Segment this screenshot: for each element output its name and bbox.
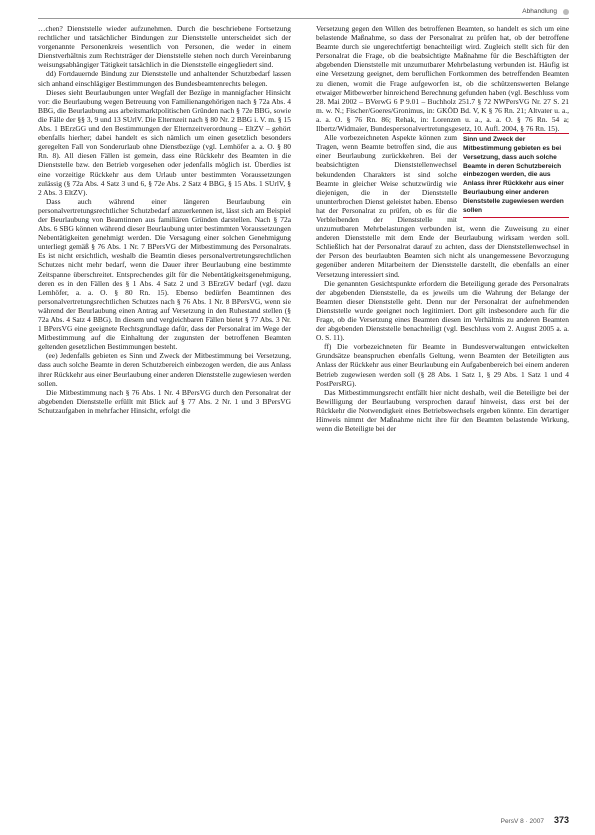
paragraph: Alle vorbezeichneten Aspekte können zum Tragen, wenn Beamte betroffen sind, die aus einer Beurlaubung zurückkehren. Bei der beabsichtigten Dienststellenwechsel bekundenden Charakters ist sind solche Beamte in gleicher Weise schutzwürdig wie diejenigen, die in der Dienststelle ununterbrochen Dienst geleistet haben. Ebenso hat der Personalrat zu prüfen, ob es für die Verbleibenden der Dienststelle mit unzumutbaren Mehrbelastungen verbunden ist, wenn die Zuweisung zu einer anderen Dienststelle mit dem Ende der Beurlaubung wirksam werden soll. Schließlich hat der Personalrat darauf zu achten, dass der Dienststellenwechsel in der Person des beurlaubten Beamten sich nicht als unangemessene Bevorzugung gegenüber anderen Mitarbeitern der Dienststelle darstellt, die ebenfalls an einer Versetzung interessiert sind. [316,133,569,279]
left-column [38,24,291,415]
paragraph: Die genannten Gesichtspunkte erfordern die Beteiligung gerade des Personalrats der abgebenden Dienststelle, da es jeweils um die Wahrung der Belange der Beamten dieser Dienststelle geht. Denn nur der Personalrat der aufnehmenden Dienststelle wurde geeignet noch legitimiert. Dort gilt insbesondere auch für die Frage, ob die Versetzung eines Beamten diesen im Verhältnis zu anderen Beamten der abgebenden Dienststelle benachteiligt (vgl. Beschluss vom 2. August 2005 a. a. O. S. 11). [316,278,569,343]
paragraph: dd) Fortdauernde Bindung zur Dienststelle und anhaltender Schutzbedarf lassen sich anhand einschlägiger Bestimmungen des Bundesbeamtenrechts belegen. [38,69,291,88]
paragraph: Dieses sieht Beurlaubungen unter Wegfall der Bezüge in mannigfacher Hinsicht vor: die Beurlaubung wegen Betreuung von Familienangehörigen nach § 72a Abs. 4 BBG, die Beurlaubung aus arbeitsmarktpolitischen Gründen nach § 72e BBG, sowie die Fälle der §§ 3, 9 und 13 SUrlV. Die Elternzeit nach § 80 Nr. 2 BBG i. V. m. § 15 Abs. 1 BErzGG und den Bestimmungen der Elternzeitverordnung – EltZV – gehört ebenfalls hierher; dabei handelt es sich nämlich um einen gesetzlich besonders geregelten Fall von Sonderurlaub ohne Dienstbezüge (vgl. Lemhöfer a. a. O. § 80 Rn. 8). All diesen Fällen ist gemein, dass eine Rückkehr des Beamten in die Dienststelle bzw. den Betrieb vorgesehen oder jedenfalls möglich ist. Überdies ist eine vorzeitige Rückkehr aus dem Urlaub unter bestimmten Voraussetzungen zulässig (§ 72a Abs. 4 Satz 3 und 6, § 72e Abs. 2 Satz 4 BBG, § 15 Abs. 1 SUrlV, § 2 Abs. 3 EltZV). [38,87,291,197]
pull-quote: Sinn und Zweck der Mitbestimmung gebieten es bei Versetzung, dass auch solche Beamte in deren Schutzbereich einbezogen werden, die aus Anlass ihrer Rückkehr aus einer Beurlaubung einer anderen Dienststelle zugewiesen werden sollen [463,133,569,218]
header-divider [38,18,569,19]
running-header [522,8,569,15]
paragraph: Dass auch während einer längeren Beurlaubung ein personalvertretungsrechtlicher Schutzbedarf anzuerkennen ist, lässt sich am Beispiel der Beurlaubung von Beamtinnen aus familiären Gründen darstellen. Nach § 72a Abs. 6 SBG können während dieser Beurlaubung unter bestimmten Voraussetzungen Nebentätigkeiten genehmigt werden. Die Versagung einer solchen Genehmigung unterliegt gemäß § 76 Abs. 1 Nr. 7 BPersVG der Mitbestimmung des Personalrats. Es ist nicht ersichtlich, weshalb die Beamtin dieses personalvertretungsrechtlichen Schutzes nicht mehr bedarf, wenn die Dauer ihrer Beurlaubung eine bestimmte Zeitspanne überschreitet. Entsprechendes gilt für die Nebentätigkeitsgenehmigung, deren es in den Fällen des § 1 Abs. 4 Satz 2 und 3 BErzGV bedarf (vgl. dazu Lemhöfer, a. a. O. § 80 Rn. 15). Ebenso bedürfen Beamtinnen des personalvertretungsrechtlichen Schutzes nach § 76 Abs. 1 Nr. 8 BPersVG, wenn sie während der Beurlaubung einen Antrag auf Versetzung in den Ruhestand stellen (§ 72a Abs. 4 Satz 4 BBG). In diesem und vergleichbaren Fällen bietet § 77 Abs. 3 Nr. 1 BPersVG eine geeignete Rechtsgrundlage dafür, dass der Personalrat im Wege der Mitbestimmung auf die Einhaltung der zugunsten der betroffenen Beamten geltenden gesetzlichen Bestimmungen besteht. [38,196,291,352]
header-marker-icon [563,9,569,15]
journal-issue: PersV 8 · 2007 [500,818,544,825]
page-footer [501,815,569,825]
paragraph: Das Mitbestimmungsrecht entfällt hier nicht deshalb, weil die Beteiligte bei der Bewilligung der Beurlaubung versprochen darauf hinweist, dass erst bei der Rückkehr die Notwendigkeit eines Betriebswechsels ergeben könnte. Ein derartiger Hinweis nimmt der Maßnahme nicht ihre für den Beamten belastende Wirkung, wenn die Beteiligte bei der [316,387,569,434]
paragraph: (ee) Jedenfalls gebieten es Sinn und Zweck der Mitbestimmung bei Versetzung, dass auch solche Beamte in deren Schutzbereich einbezogen werden, die aus Anlass ihrer Rückkehr aus einer Beurlaubung einer anderen Dienststelle zugewiesen werden sollen. [38,351,291,388]
page-number: 373 [553,815,569,825]
section-label: Abhandlung [522,8,557,15]
right-column [316,24,569,433]
paragraph: ff) Die vorbezeichneten für Beamte in Bundesverwaltungen entwickelten Grundsätze beanspruchen ebenfalls Geltung, wenn Beamten der Beteiligten aus Anlass der Rückkehr aus einer Beurlaubung ein Aufgabenbereich bei einem anderen Betrieb zugewiesen werden soll (§ 28 Abs. 1 Satz 1, § 29 Abs. 1 Satz 1 und 4 PostPersRG). [316,342,569,388]
paragraph: …chen? Dienststelle wieder aufzunehmen. Durch die beschriebene Fortsetzung rechtlicher und tatsächlicher Bindungen zur Dienststelle unterscheidet sich der vorgenannte Personenkreis wesentlich von Personen, die weder in einem Dienstverhältnis zum Rechtsträger der Dienststelle stehen noch durch Vereinbarung weisungsabhängiger Tätigkeit tatsächlich in die Dienststelle eingegliedert sind. [38,24,291,70]
paragraph: Die Mitbestimmung nach § 76 Abs. 1 Nr. 4 BPersVG durch den Personalrat der abgebenden Dienststelle erfüllt mit Blick auf § 77 Abs. 2 Nr. 1 und 3 BPersVG Schutzaufgaben in mehrfacher Hinsicht, erfolgt die [38,387,291,415]
paragraph: Versetzung gegen den Willen des betroffenen Beamten, so handelt es sich um eine belastende Maßnahme, so dass der Personalrat zu prüfen hat, ob der betroffene Beamte durch sie ungerechtfertigt benachteiligt wird. Zugleich stellt sich für den Personalrat die Frage, ob die beabsichtigte Maßnahme für die Beschäftigten der abgebenden Dienststelle mit unzumutbarer Mehrbelastung verbunden ist. Häufig ist eine Versetzung geeignet, dem beruflichen Fortkommen des betreffenden Beamten zu dienen, womit die Frage aufgeworfen ist, ob die schützenswerten Belange etwaiger Mitbewerber hinreichend Berechnung gefunden haben (vgl. Beschluss vom 28. Mai 2002 – BVerwG 6 P 9.01 – Buchholz 251.7 § 72 NWPersVG Nr. 27 S. 21 m. w. N.; Fischer/Goeres/Gronimus, in: GKÖD Bd. V, K § 76 Rn. 21; Altvater u. a., a. a. O. § 76 Rn. 86; Rehak, in: Lorenzen u. a., a. a. O. § 76 Rn. 54 a; Ilbertz/Widmaier, Bundespersonalvertretungsgesetz, 10. Aufl. 2004, § 76 Rn. 15). [316,24,569,134]
